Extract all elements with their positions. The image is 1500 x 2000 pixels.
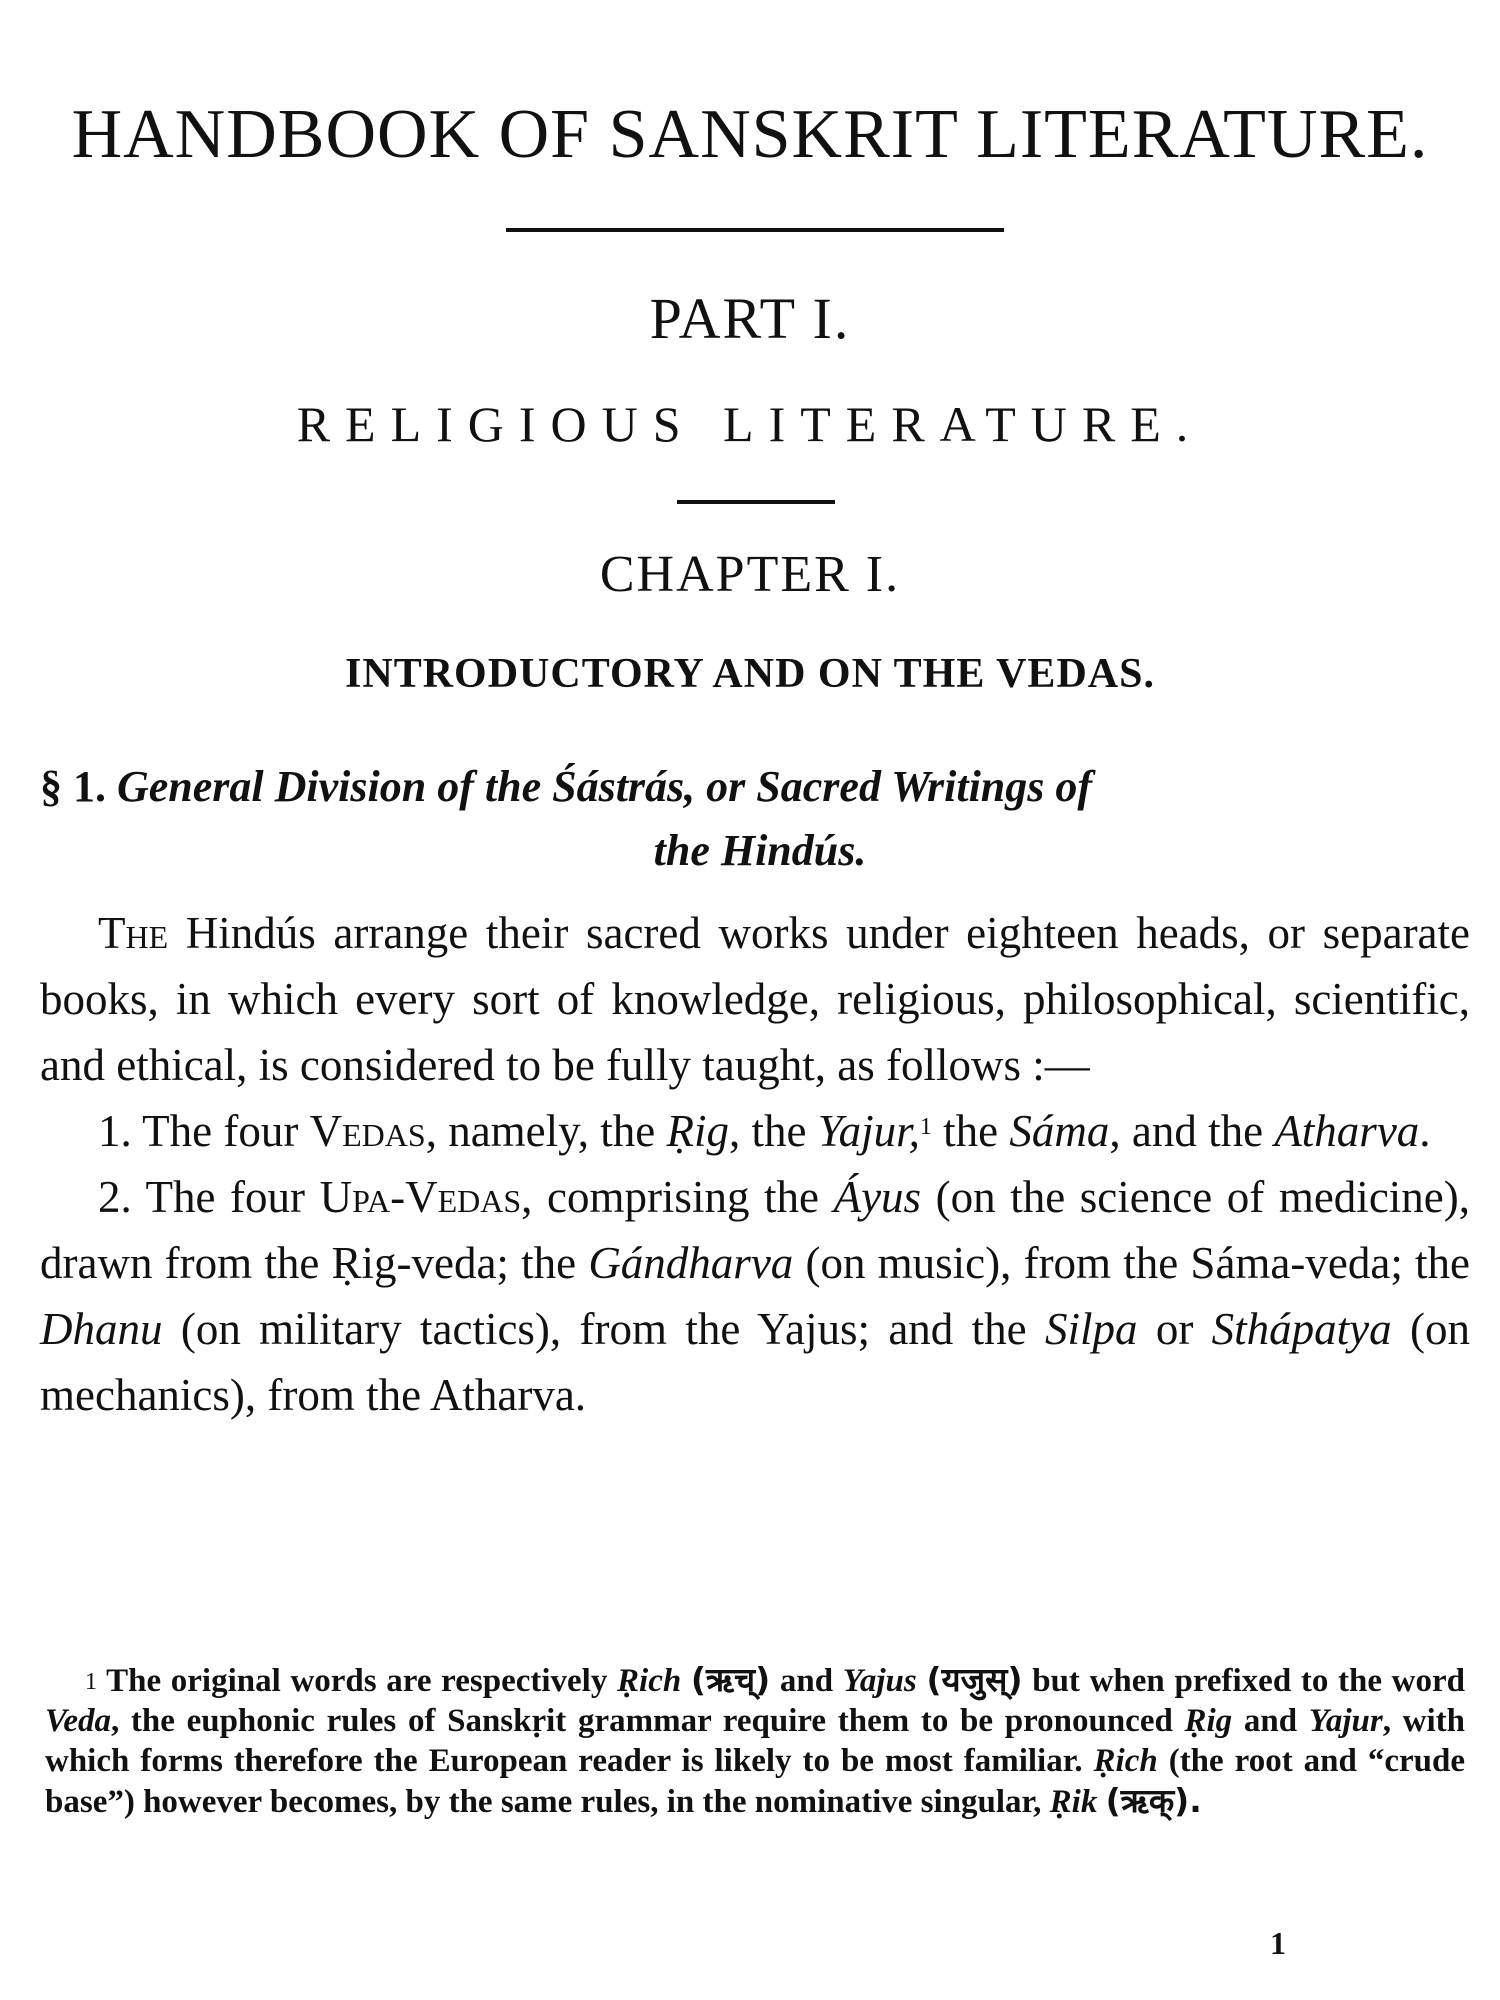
- fn-text1: The original words are respectively: [97, 1663, 618, 1699]
- fn-yajus: Yajus: [842, 1663, 917, 1699]
- fn-text3: but when prefixed to the word: [1022, 1663, 1466, 1699]
- item2-prefix: 2. The four: [98, 1172, 320, 1222]
- fn-text5: and: [1232, 1703, 1309, 1739]
- item1-text1: , namely, the: [425, 1106, 667, 1156]
- item2-silpa: Silpa: [1044, 1304, 1138, 1354]
- part-label: PART I.: [649, 286, 851, 351]
- fn-rich2: Ṛich: [1093, 1743, 1158, 1779]
- part-title: RELIGIOUS LITERATURE.: [296, 396, 1204, 452]
- fn-rig: Ṛig: [1184, 1703, 1233, 1739]
- book-title: HANDBOOK OF SANSKRIT LITERATURE.: [71, 96, 1429, 173]
- item2-text5: or: [1137, 1304, 1212, 1354]
- list-item-vedas: [40, 1098, 1470, 1164]
- item2-dhanu: Dhanu: [40, 1304, 163, 1354]
- paragraph-lead: The: [98, 908, 169, 958]
- item1-text3: the: [931, 1106, 1010, 1156]
- chapter-label: CHAPTER I.: [599, 546, 901, 603]
- section-number: § 1.: [40, 762, 106, 811]
- item2-sthapatya: Sthápatya: [1211, 1304, 1392, 1354]
- fn-text7: (the root and “crude base”) however becomes, by the same rules, in the nominative singular,: [45, 1743, 1465, 1820]
- item2-text6: (on mechanics), from the Atharva.: [40, 1304, 1470, 1420]
- fn-rik: Ṛik: [1049, 1784, 1098, 1820]
- fn-deva-rik: (ऋक्).: [1105, 1781, 1202, 1820]
- chapter-title: INTRODUCTORY AND ON THE VEDAS.: [345, 651, 1155, 697]
- item2-ayus: Áyus: [833, 1172, 922, 1222]
- footnote-text: [45, 1660, 1465, 1822]
- item2-text1: , comprising the: [521, 1172, 834, 1222]
- fn-rich: Ṛich: [617, 1663, 682, 1699]
- fn-text2: and: [770, 1663, 843, 1699]
- item2-text3: (on music), from the Sáma-veda; the: [793, 1238, 1471, 1288]
- footnote-mark: 1: [85, 1669, 97, 1695]
- section-heading: [40, 755, 1480, 883]
- page-number: 1: [1270, 1925, 1286, 1961]
- section-title-line1: General Division of the Śástrás, or Sacred Writings of: [117, 762, 1093, 811]
- fn-deva-yajus: (यजुस्): [926, 1660, 1023, 1699]
- item1-sama: Sáma: [1009, 1106, 1110, 1156]
- body-text: [40, 900, 1470, 1428]
- item2-text2: (on the science of medicine), drawn from the Ṛig-veda; the: [40, 1172, 1470, 1288]
- item2-upavedas: Upa-Vedas: [319, 1172, 522, 1222]
- section-title-line2: the Hindús.: [653, 826, 867, 875]
- item1-prefix: 1. The four: [98, 1106, 310, 1156]
- title-divider: [506, 228, 1004, 232]
- list-item-upavedas: [40, 1164, 1470, 1428]
- part-divider: [677, 500, 835, 504]
- footnote-ref: 1: [919, 1114, 932, 1140]
- fn-text4: , the euphonic rules of Sanskṛit grammar require them to be pronounced: [111, 1703, 1185, 1739]
- fn-deva-rich: (ऋच्): [690, 1660, 771, 1699]
- paragraph-intro: [40, 900, 1470, 1098]
- item1-text2: , the: [728, 1106, 818, 1156]
- item1-text5: .: [1419, 1106, 1431, 1156]
- footnote: [45, 1660, 1465, 1822]
- item1-atharva: Atharva: [1274, 1106, 1420, 1156]
- item1-yajur: Yajur,: [817, 1106, 920, 1156]
- fn-yajur: Yajur: [1308, 1703, 1383, 1739]
- item1-vedas: Vedas: [309, 1106, 426, 1156]
- item1-text4: , and the: [1109, 1106, 1275, 1156]
- item1-rig: Ṛig: [666, 1106, 729, 1156]
- item2-gandharva: Gándharva: [588, 1238, 794, 1288]
- fn-veda: Veda: [45, 1703, 111, 1739]
- paragraph-text: Hindús arrange their sacred works under eighteen heads, or separate books, in which every sort of knowledge, religious, philosophical, scientific, and ethical, is considered to be fully taught, as follows :—: [40, 908, 1470, 1090]
- fn-text6: , with which forms therefore the European reader is likely to be most familiar.: [45, 1703, 1465, 1779]
- item2-text4: (on military tactics), from the Yajus; and the: [162, 1304, 1045, 1354]
